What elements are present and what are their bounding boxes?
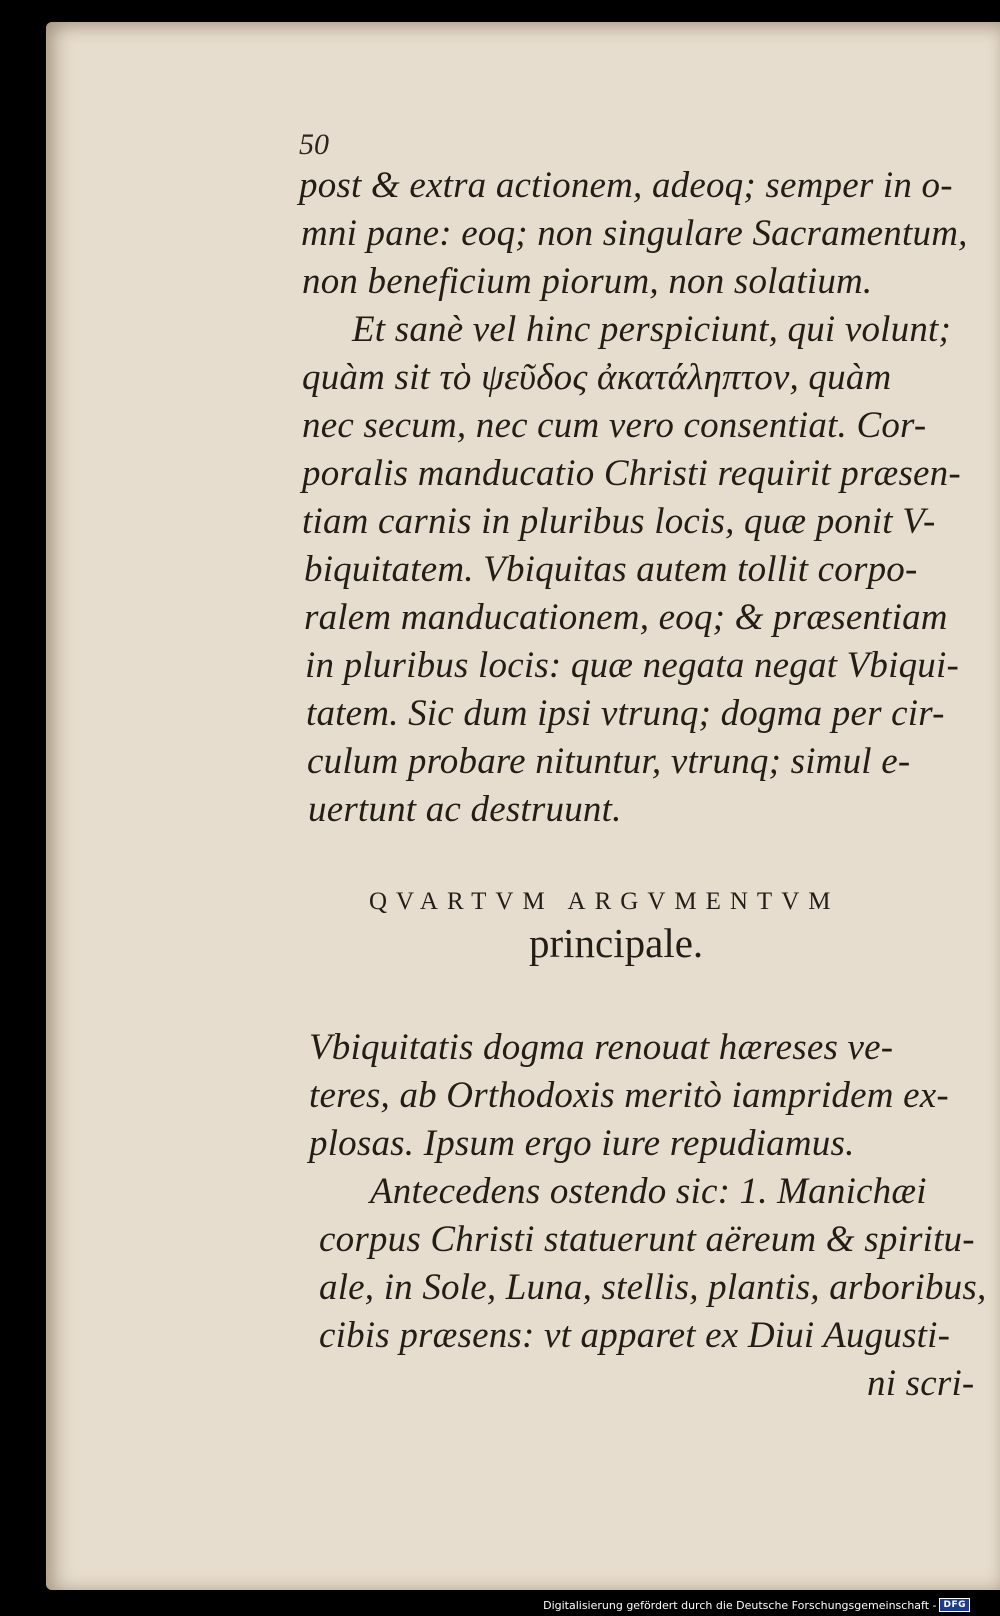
- text-line-21: cibis præsens: vt apparet ex Diui Augusti-: [319, 1315, 951, 1356]
- text-line-18: Antecedens ostendo sic: 1. Manichæi: [370, 1171, 927, 1212]
- footer-credit: [543, 1596, 970, 1614]
- text-line-6: nec secum, nec cum vero consentiat. Cor-: [302, 405, 927, 446]
- text-line-16: teres, ab Orthodoxis meritò iampridem ex-: [309, 1075, 949, 1116]
- text-line-5: quàm sit τὸ ψεῦδος ἀκατάληπτον, quàm: [302, 357, 892, 398]
- text-line-2: mni pane: eoq; non singulare Sacramentum,: [301, 213, 968, 254]
- text-line-9: biquitatem. Vbiquitas autem tollit corpo-: [304, 549, 918, 590]
- text-line-3: non beneficium piorum, non solatium.: [302, 261, 873, 302]
- text-line-12: tatem. Sic dum ipsi vtrunq; dogma per cir-: [306, 693, 945, 734]
- text-line-19: corpus Christi statuerunt aëreum & spiritu-: [319, 1219, 975, 1260]
- text-line-8: tiam carnis in pluribus locis, quæ ponit V-: [302, 501, 936, 542]
- footer-text: Digitalisierung gefördert durch die Deutsche Forschungsgemeinschaft -: [543, 1598, 937, 1612]
- text-line-7: poralis manducatio Christi requirit præsen-: [302, 453, 961, 494]
- text-line-4: Et sanè vel hinc perspiciunt, qui volunt;: [352, 309, 952, 350]
- text-line-13: culum probare nituntur, vtrunq; simul e-: [307, 741, 911, 782]
- text-line-22: ni scri-: [867, 1363, 975, 1404]
- section-heading: QVARTVM ARGVMENTVM: [369, 888, 840, 915]
- text-line-10: ralem manducationem, eoq; & præsentiam: [304, 597, 948, 638]
- text-line-15: Vbiquitatis dogma renouat hæreses ve-: [309, 1027, 894, 1068]
- dfg-logo: DFG: [939, 1598, 970, 1612]
- page-number: 50: [299, 128, 329, 161]
- text-line-14: uertunt ac destruunt.: [308, 789, 622, 830]
- text-line-1: post & extra actionem, adeoq; semper in o-: [299, 165, 953, 206]
- section-subheading: principale.: [529, 920, 704, 966]
- text-line-11: in pluribus locis: quæ negata negat Vbiqui-: [305, 645, 960, 686]
- text-line-17: plosas. Ipsum ergo iure repudiamus.: [309, 1123, 855, 1164]
- text-line-20: ale, in Sole, Luna, stellis, plantis, arboribus,: [319, 1267, 987, 1308]
- book-page: [46, 22, 1000, 1590]
